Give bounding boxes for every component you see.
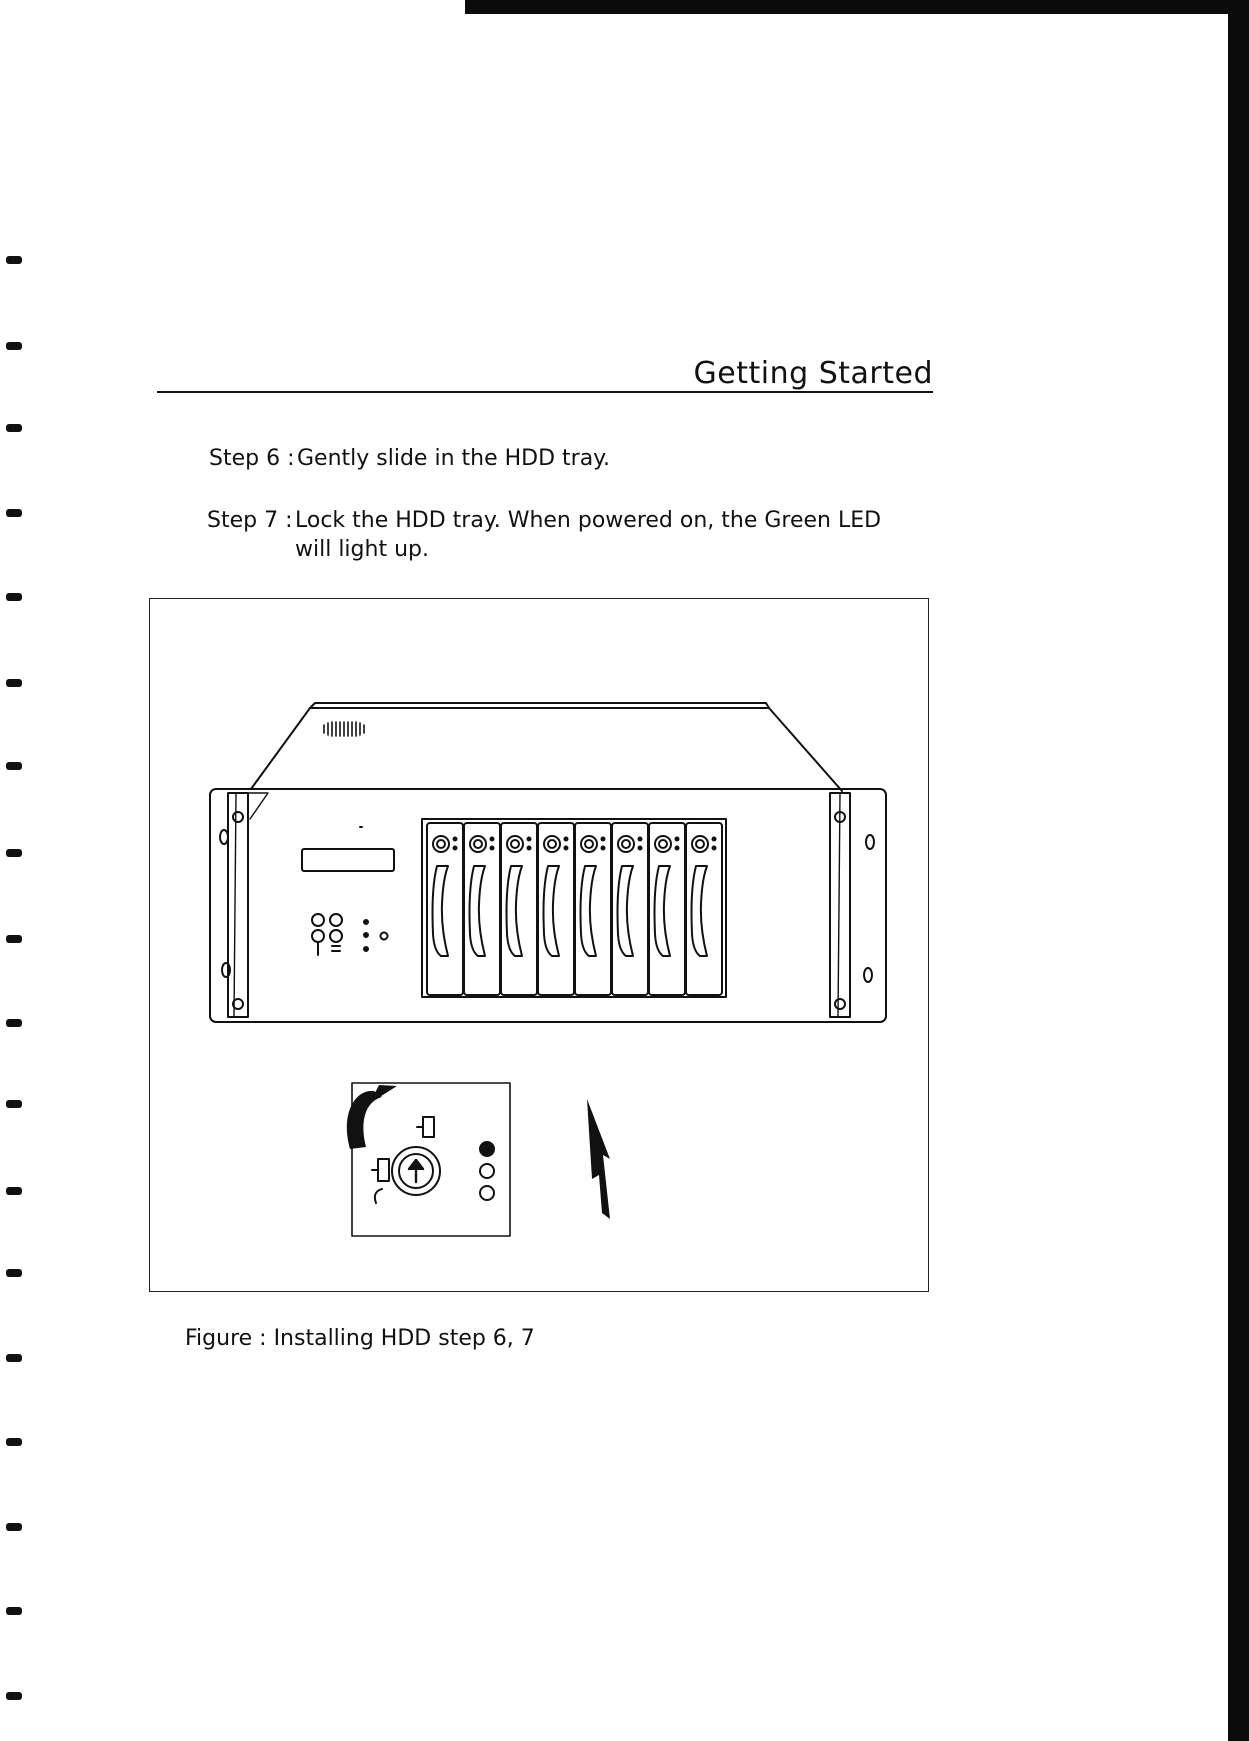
scan-edge-top [465, 0, 1249, 14]
step-text: Lock the HDD tray. When powered on, the Green LED [295, 508, 882, 533]
chassis-top [251, 703, 842, 791]
figure-caption: Figure : Installing HDD step 6, 7 [185, 1326, 535, 1351]
hdd-tray [686, 823, 722, 995]
step-7 [207, 506, 881, 564]
hdd-tray [612, 823, 648, 995]
hdd-tray [427, 823, 463, 995]
tray-lock-detail [352, 1083, 510, 1236]
rotation-arrow-icon [347, 1085, 397, 1149]
hdd-tray [649, 823, 685, 995]
hdd-tray-bay [422, 819, 726, 997]
hdd-tray [538, 823, 574, 995]
step-text: Gently slide in the HDD tray. [297, 446, 611, 471]
step-label: Step 6 : [209, 446, 295, 471]
step-6 [209, 444, 610, 473]
page-header-title: Getting Started [693, 356, 933, 391]
slide-in-arrow-icon [587, 1099, 610, 1219]
vent-grille [324, 722, 364, 736]
step-label: Step 7 : [207, 508, 293, 533]
header-rule [157, 391, 933, 393]
hdd-tray [464, 823, 500, 995]
hdd-installation-illustration [150, 599, 930, 1293]
figure-frame [149, 598, 929, 1292]
hdd-tray [501, 823, 537, 995]
step-text-continued: will light up. [295, 537, 429, 562]
scan-edge-right [1228, 0, 1249, 1741]
hdd-tray [575, 823, 611, 995]
